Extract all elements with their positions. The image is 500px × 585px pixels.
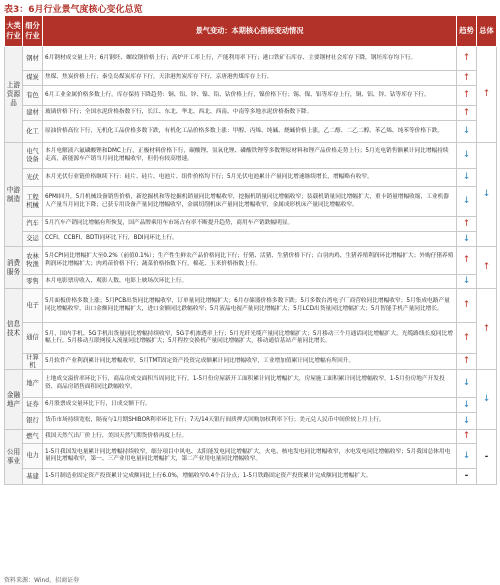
header-trend: 趋势 [457,16,477,47]
header-row [5,16,497,47]
table-row [5,47,497,71]
change-description: 本月电解液六氟磷酸锂和DMC上行，正极材料价格下行，碳酸锂、氢氧化锂、磷酸铁锂等多数锂原材料和锂产品价格走势上行；5月光电销售额累计同比增幅持续走高，新能源车产销当月同比增幅收窄，但仍有较高增速。 [43,143,457,169]
table-row [5,370,497,398]
arrow-up-icon: ↑ [457,247,477,275]
overall-arrow-up-icon: ↑ [477,247,497,289]
change-description: 玻璃价格下行；全国水泥价格指数下行，长江、东北、华北、西北、西南、中南等多地水泥价格指数下降。 [43,106,457,121]
sub-industry: 农林牧渔 [23,247,43,275]
sub-industry: 煤炭 [23,71,43,86]
table-row [5,106,497,121]
arrow-down-icon: ↓ [457,187,477,217]
change-description: 5月，国内手机、5G手机出货量同比增幅持续收窄，5G手机渗透率上行；5月光纤光缆产量同比增幅扩大；5月移动三个月通话同比增幅扩大，光缆路线长度同比增幅上行，5月移动互联网接入流量同比增幅扩大；5月程控交换机产量同比增幅扩大，移动通信基站产量同比增长。 [43,323,457,354]
arrow-down-icon: ↓ [457,121,477,143]
arrow-down-icon: ↓ [457,444,477,469]
arrow-down-icon: ↓ [457,143,477,169]
sub-industry: 电子 [23,289,43,323]
sub-industry: 通信 [23,323,43,354]
change-description: 1-5月我国发电量累计同比增幅持续收窄，细分项目中风电、太阳能发电同比增幅扩大，火电、核电发电同比增幅收窄，水电发电同比增幅收窄；5月我国总体用电量同比增幅收窄，第一、三产业用电量同比增幅扩大，第二产业用电量同比增幅收窄。 [43,444,457,469]
change-description: 6月钢材成交量上升；6月钢坯、螺纹钢价格上行；高炉开工率上行，产能利用率下行；港口铁矿石库存、主要钢材社会库存下降，钢坯库存均下行。 [43,47,457,71]
sub-industry: 光伏 [23,169,43,187]
arrow-down-icon: ↓ [457,413,477,430]
change-description: 货币市场持续宽松，隔夜与1月期SHIBOR利率环比下行；7天/14天银行间质押式回购加权利率下行；美元兑人民币中间价较上月上行。 [43,413,457,430]
table-row [5,169,497,187]
arrow-up-icon: ↑ [457,430,477,444]
sub-industry: 电力 [23,444,43,469]
table-row [5,289,497,323]
industry-category: 上游资源品 [5,47,23,143]
table-row [5,143,497,169]
table-row [5,247,497,275]
table-row [5,71,497,86]
table-row [5,398,497,413]
dash-icon: - [457,469,477,485]
table-row [5,275,497,289]
arrow-up-icon: ↑ [457,86,477,106]
arrow-up-icon: ↑ [457,217,477,232]
table-row [5,232,497,247]
arrow-down-icon: ↓ [457,169,477,187]
table-row [5,217,497,232]
table-row [5,354,497,370]
table-row [5,444,497,469]
change-description: 6月工业金属价格多数上行，库存保持下降趋势：铜、铝、锌、镍、铅、钴价格上行，镍价格下行；锡、镍、铝等库存上行，铜、铝、锌、钴等库存下行。 [43,86,457,106]
table-row [5,187,497,217]
sub-industry: 交运 [23,232,43,247]
table-row [5,469,497,485]
sub-industry: 工程机械 [23,187,43,217]
change-description: 焦煤、焦炭价格上行；秦皇岛煤炭库存下行，天津港焦炭库存下行，京唐港焦煤库存上行。 [43,71,457,86]
arrow-down-icon: ↓ [457,232,477,247]
change-description: 6月股票成交量环比下行，日成交额下行。 [43,398,457,413]
industry-category: 公用事业 [5,430,23,485]
sub-industry: 电气设备 [23,143,43,169]
sub-industry: 计算机 [23,354,43,370]
table-row [5,121,497,143]
sub-industry: 地产 [23,370,43,398]
change-description: 我国天然气出厂价上行，美国天然气期货价格再度上行。 [43,430,457,444]
overall-dash-icon: - [477,430,497,485]
sub-industry: 燃气 [23,430,43,444]
arrow-up-icon: ↑ [457,289,477,323]
change-description: 原油价格高位下行，无机化工品价格多数下跌，有机化工品价格多数上涨：甲醇、丙烯、纯碱、烧碱价格上涨，乙二醇、二乙二醇、苯乙烯、纯苯等价格下跌。 [43,121,457,143]
header-industry: 大类行业 [5,16,23,47]
industry-category: 中游制造 [5,143,23,247]
industry-category: 消费服务 [5,247,23,289]
change-description: 5月软件产业利润累计同比增幅收窄，5月TMT固定资产投资完成额累计同比增幅收窄，工业增加值累计同比增幅有所回升。 [43,354,457,370]
change-description: 5月面板价格多数上涨；5月PCB出货同比增幅收窄，订单量同比增幅扩大；6月存储器价格多数下跌；5月多数台湾电子厂商营收同比增幅收窄；5月集成电路产量同比增幅收窄，出口金额同比增幅扩大，进口金额同比跌幅收窄；5月液晶电视产量同比增幅扩大；5月LCD出货量同比增幅扩大；5月智能手机产量同比增长。 [43,289,457,323]
header-total: 总体 [477,16,497,47]
arrow-down-icon: ↓ [457,275,477,289]
arrow-down-icon: ↓ [457,398,477,413]
sub-industry: 化工 [23,121,43,143]
table-row [5,86,497,106]
arrow-up-icon: ↑ [457,106,477,121]
change-description: 6PMI回升，5月机械设备销售价格，新挖掘机和等挖掘机销量同比增幅收窄，挖掘机销量同比增幅收窄；装载机销量同比增幅扩大，重卡销量增幅收缩，工业机器人产量当月同比下降；已获专用设备产量同比增幅收窄，金属切削机床产量同比增幅收窄，金属成形机床产量同比增幅收窄。 [43,187,457,217]
change-description: 本月光伏行业链价格继续下行：硅片、硅片、电池片、组件价格均下行；5月光伏电池累计产量同比增速继续增长，增幅略有收窄。 [43,169,457,187]
arrow-up-icon: ↑ [457,323,477,354]
overall-arrow-down-icon: ↓ [477,143,497,247]
overall-arrow-up-icon: ↑ [477,289,497,370]
header-content: 景气变动：本期核心指标变动情况 [43,16,457,47]
table-row [5,413,497,430]
overall-arrow-up-icon: ↑ [477,47,497,143]
sub-industry: 基建 [23,469,43,485]
arrow-up-icon: ↑ [457,354,477,370]
sub-industry: 建材 [23,106,43,121]
arrow-up-icon: ↑ [457,71,477,86]
overall-arrow-down-icon: ↓ [477,370,497,430]
change-description: 1-5月制造业固定资产投资累计完成额同比上行6.0%，增幅收窄0.4个百分点；1-5月铁路固定资产投资累计完成额同比增幅扩大。 [43,469,457,485]
sub-industry: 零售 [23,275,43,289]
sub-industry: 证券 [23,398,43,413]
sub-industry: 汽车 [23,217,43,232]
table-row [5,323,497,354]
change-description: 5月汽车产销同比增幅有所恢复，国产品牌乘用车市场占有率不断提升趋势，商用车产销跌幅明显。 [43,217,457,232]
table-row [5,430,497,444]
sub-industry: 有色 [23,86,43,106]
industry-category: 金融地产 [5,370,23,430]
change-description: 5月CPI同比增幅扩大至0.2%（前值0.1%）；生产性生鲜农产品价格同比下行；仔猪、活猪、生猪价格下行；白羽肉鸡、生猪养殖利润环比增幅扩大；外购仔猪养殖利润环比增幅扩大；肉鸡苗价格下行；蔬菜价格指数下行，棉花、玉米价格指数上行。 [43,247,457,275]
table-title: 表3：6月行业景气度核心变化总览 [4,5,143,15]
industry-table [4,15,497,485]
arrow-up-icon: ↑ [457,47,477,71]
arrow-down-icon: ↓ [457,370,477,398]
change-description: 本月电影票房收入、观影人数、电影上映场次环比上行。 [43,275,457,289]
sub-industry: 银行 [23,413,43,430]
header-sub: 细分行业 [23,16,43,47]
source-note: 资料来源：Wind，招商证券 [4,577,80,584]
change-description: CCFI、CCBFI、BDTI同环比下行，BDI同环比上行。 [43,232,457,247]
sub-industry: 钢材 [23,47,43,71]
change-description: 土地成交溢价率环比下行，商品房成交面积当周同比下行，1-5月份房屋新开工面积累计同比增幅扩大，房屋施工面积累计同比增幅收窄，1-5月份房地产开发投资、商品房销售面积同比跌幅收窄。 [43,370,457,398]
industry-category: 信息技术 [5,289,23,370]
